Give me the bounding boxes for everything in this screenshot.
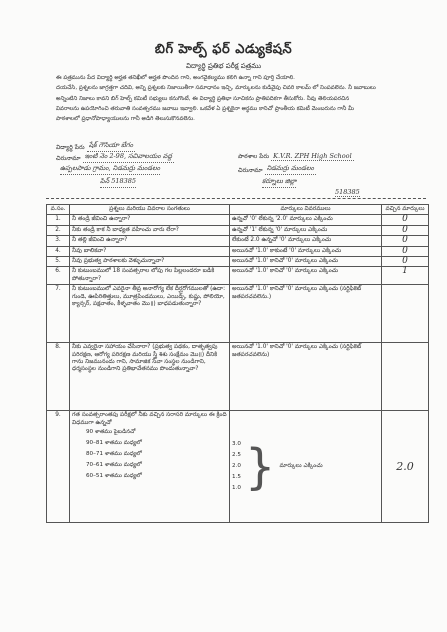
row-question-with-ranges — [70, 411, 230, 523]
row-marks-rule: లేకుంటే 2.0 ఉన్నచో '0' మార్కులు ఎక్కించు — [230, 236, 382, 246]
row-score — [382, 343, 429, 411]
row-serial: 3. — [47, 236, 70, 246]
school-address-field — [238, 164, 316, 175]
header-marks-details: మార్కులు వివరములు — [230, 205, 382, 215]
row-marks-rule: అయినచో '1.0' కాకుంటే '0' మార్కులు ఎక్కించు — [230, 246, 382, 256]
intro-line: పాఠశాలలో ప్రధానోపాధ్యాయులను గానీ అడిగి తెలుసుకొనవలెను. — [56, 116, 195, 123]
table-row — [47, 225, 429, 235]
score-value: 1.0 — [232, 485, 241, 492]
school-address-value: నిడమర్రు మండలం — [265, 164, 316, 175]
row-score: 0 — [382, 236, 429, 246]
row-marks-rule: అయినచో '1.0' కానిచో '0' మార్కులు ఎక్కించు — [230, 267, 382, 285]
row-marks-rule-cell — [230, 411, 382, 523]
student-address-pin: పిన్ 518385 — [100, 177, 136, 188]
table-row — [47, 215, 429, 225]
student-address-value: ఇంటి నెం 2-98, సచివాలయం వద్ద — [83, 152, 174, 163]
intro-line: వివరాలను ఉపయోగించి తరువాతి సంవత్సరము జవాబు ఇవ్వాలి. ఒకవేళ ఏ ప్రశ్నకైనా అర్థము కానిచో ప్రాంతీయ కమిటీ మెంబరును గానీ మీ — [56, 105, 355, 112]
table-row — [47, 343, 429, 411]
score-range-item: 70–61 శాతము మధ్యలో — [86, 462, 142, 469]
assessment-table — [46, 204, 429, 523]
row-serial: 2. — [47, 225, 70, 235]
row-score: 2.0 — [382, 411, 429, 523]
row-serial: 5. — [47, 257, 70, 267]
score-range-list — [72, 427, 227, 482]
intro-line: అన్నింటిని నిజాలు కావని బిగ్ హెల్ప్ కమిటీ సభ్యులు కనుగొంటే, ఈ విద్యార్థి ప్రతిభా సూచికను ప్రాతిపదికగా తీసుకోరు. నీవు తెలియపరచిన — [56, 95, 350, 102]
row-marks-rule: అయినచో '1.0' కానిచో '0' మార్కులు ఎక్కించు — [230, 257, 382, 267]
table-header-row — [47, 205, 429, 215]
row-marks-rule: ఉన్నచో '1' లేకున్న '0' మార్కులు ఎక్కించు — [230, 225, 382, 235]
row-serial: 9. — [47, 411, 70, 523]
row-marks-rule: ఉన్నచో '0' లేకున్న '2.0' మార్కులు ఎక్కించు — [230, 215, 382, 225]
row-serial: 6. — [47, 267, 70, 285]
header-serial: వ.సం. — [47, 205, 70, 215]
row-question: గత సంవత్సరాంతపు పరీక్షలో నీకు వచ్చిన సరాసరి మార్కులు ఈ క్రింది విధముగా ఉన్నచో — [72, 412, 227, 426]
student-name-field — [56, 141, 135, 152]
school-name-field — [238, 152, 354, 161]
row-score: 0 — [382, 225, 429, 235]
row-serial: 8. — [47, 343, 70, 411]
score-range-item: 60–51 శాతము మధ్యలో — [86, 473, 142, 480]
score-range-item: 90 శాతము పైబడినచో — [86, 429, 136, 436]
document-title: బిగ్ హెల్ప్ ఫర్ ఎడ్యుకేషన్ — [154, 42, 293, 57]
row-score: 1 — [382, 267, 429, 285]
row-score — [382, 285, 429, 343]
intro-line: దయచేసి, ప్రశ్నలను జాగ్రత్తగా చదివి, అన్ని ప్రశ్నలకు నిజాయితీగా సమాధానం ఇచ్చి, మార్కులను కుడివైపు చివరి కాలమ్ లో నింపవలెను. నీ జవాబులు — [56, 85, 376, 92]
school-address-line-2: కర్నూలు జిల్లా — [262, 177, 296, 188]
row-question: నీ తండ్రి జీవించి ఉన్నారా? — [70, 215, 230, 225]
row-score: 0 — [382, 246, 429, 256]
score-value: 2.0 — [232, 463, 241, 470]
document-subtitle: విద్యార్థి ప్రతిభ పరీక్ష పత్రము — [185, 62, 262, 70]
school-address-label: చిరునామా — [238, 167, 263, 174]
divider — [46, 198, 426, 199]
intro-paragraph — [56, 73, 399, 124]
school-name-label: పాఠశాల పేరు — [238, 153, 270, 160]
student-name-value: షేక్ గౌసియా బేగం — [87, 141, 135, 152]
header-marks-obtained: వచ్చిన మార్కులు — [382, 205, 429, 215]
table-row — [47, 246, 429, 256]
row-marks-rule: అయినచో '1.0' కానిచో '0' మార్కులు ఎక్కించు (సర్టిఫికెట్ జతపరచవలెను.) — [230, 285, 382, 343]
row-serial: 1. — [47, 215, 70, 225]
table-row — [47, 285, 429, 343]
intro-line: ఈ పత్రమును పేద విద్యార్థి అర్హత తనిఖీలో అర్హత పొందిన గాని, అంగవైకల్యము కలిగి ఉన్నా గాని పూర్తి చేయాలి. — [56, 75, 295, 81]
score-value-list — [232, 439, 245, 494]
score-range-item: 90–81 శాతము మధ్యలో — [86, 440, 142, 447]
row-score: 0 — [382, 257, 429, 267]
row-question: నీవు బాలికవా? — [70, 246, 230, 256]
header-question: ప్రశ్నలు మరియు వివరాల సంగతులు — [70, 205, 230, 215]
row-serial: 4. — [47, 246, 70, 256]
student-address-line-2: ఉప్పలపాడు గ్రామం, నిడమర్రు మండలం — [60, 164, 160, 175]
table-row — [47, 411, 429, 523]
score-value: 3.0 — [232, 441, 241, 448]
row-score: 0 — [382, 215, 429, 225]
school-name-value: K.V.R. ZPH High School — [273, 152, 352, 160]
table-row — [47, 257, 429, 267]
score-range-item: 80–71 శాతము మధ్యలో — [86, 451, 142, 458]
row-question: నీ కుటుంబములో ఎవరైనా తీవ్ర అనారోగ్య లేక దీర్ఘరోగములతో (ఉదా: గుండె, ఊపిరితిత్తులు, మూత్రపిండములు, ఎయిడ్స్, కుష్టు, పోలియో, క్యాన్సర్, పక్షవాతం, కీళ్ళవాతం మొ॥) బాధపడుతున్నారా? — [70, 285, 230, 343]
row-question: నీకు ఎవ్వరైనా సహాయం చేసినారా? (ప్రభుత్వ పథకం, దాతృత్వపు పరిరక్షణ, ఆరోగ్య పరిరక్షణ మరియు స్త్రీ శిశు సంక్షేమం మొ॥) దీనికి గాను నిజమునందు గాని, సామాజిక సేవా సంస్థల నుండిగాని, ధర్మసంస్థల నుండిగాని ప్రతిభావేతనము పొందుతున్నావా? — [70, 343, 230, 411]
row-marks-rule: మార్కులు ఎక్కించు — [279, 463, 323, 470]
student-name-label: విద్యార్థి పేరు — [56, 144, 85, 151]
row-question: నీ కుటుంబములో 18 సంవత్సరాల లోపు గల పిల్లలందరూ బడికి పోతున్నారా? — [70, 267, 230, 285]
row-serial: 7. — [47, 285, 70, 343]
table-row — [47, 267, 429, 285]
score-value: 2.5 — [232, 452, 241, 459]
table-row — [47, 236, 429, 246]
row-question: నీవు ప్రభుత్వ పాఠశాలకు వెళ్ళుచున్నావా? — [70, 257, 230, 267]
student-address-field — [56, 152, 174, 163]
row-question: నీ తల్లి జీవించి ఉన్నారా? — [70, 236, 230, 246]
row-question: నీకు తండ్రి కాక నీ బాధ్యత వహించు వారు లేరా? — [70, 225, 230, 235]
school-pin: 518385 — [335, 188, 360, 196]
student-address-label: చిరునామా — [56, 155, 81, 162]
score-value: 1.5 — [232, 474, 241, 481]
row-marks-rule: అయినచో '1.0' కానిచో '0' మార్కులు ఎక్కించు (సర్టిఫికెట్ జతపరచవలెను) — [230, 343, 382, 411]
brace-icon: } — [244, 438, 276, 495]
